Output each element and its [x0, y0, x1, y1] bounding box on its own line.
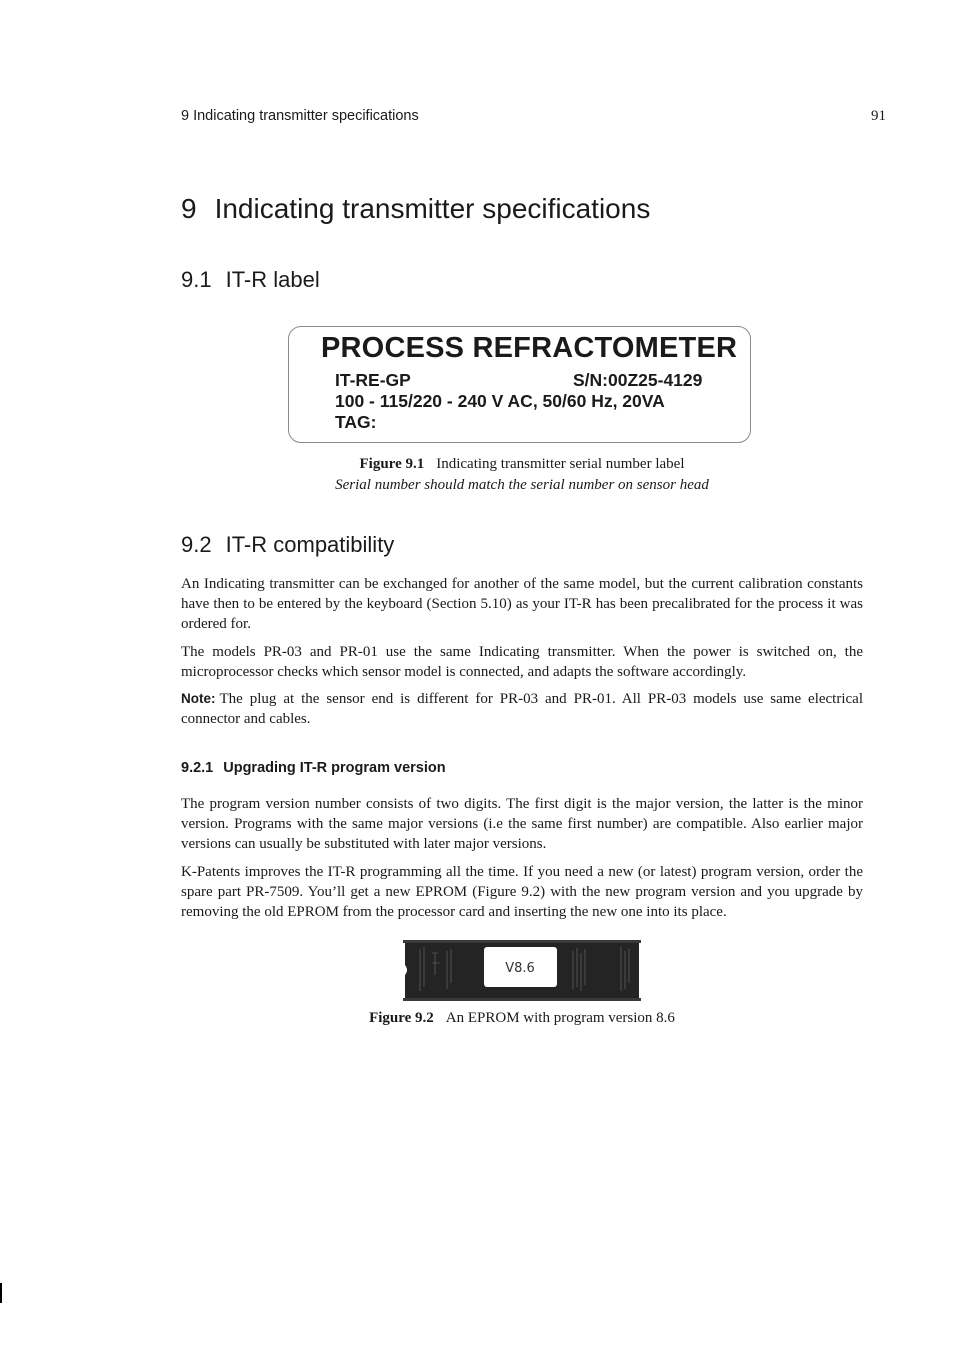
chapter-number: 9 [181, 193, 197, 224]
section-number: 9.1 [181, 267, 212, 292]
figure-label: Figure 9.1 [359, 456, 425, 472]
label-power: 100 - 115/220 - 240 V AC, 50/60 Hz, 20VA [335, 391, 665, 411]
label-serial: S/N:00Z25-4129 [573, 370, 703, 390]
note-text: The plug at the sensor end is different for PR-03 and PR-01. All PR-03 models use same electrical connector and cables. [181, 691, 863, 727]
label-title: PROCESS REFRACTOMETER [321, 332, 738, 364]
figure-label: Figure 9.2 [369, 1010, 434, 1026]
figure-caption-text: An EPROM with program version 8.6 [445, 1010, 675, 1026]
chapter-title: Indicating transmitter specifications [214, 193, 651, 224]
eprom-chip-image [403, 939, 641, 1002]
label-model: IT-RE-GP [335, 370, 411, 390]
it-r-label-figure [288, 326, 751, 443]
figure-caption-text: Indicating transmitter serial number label [436, 456, 685, 472]
eprom-version-sticker: V8.6 [505, 961, 535, 976]
section-heading-9-2 [181, 532, 394, 558]
paragraph: The program version number consists of two digits. The first digit is the major version, the latter is the minor version. Programs with the same major versions (i.e the same first number) are compatible. Also earlier major versions can usually be substituted with later major versions. [181, 796, 863, 852]
label-tag: TAG: [335, 412, 377, 432]
running-header: 9 Indicating transmitter specifications [181, 108, 419, 124]
paragraph: K-Patents improves the IT-R programming all the time. If you need a new (or latest) program version, order the spare part PR-7509. You’ll get a new EPROM (Figure 9.2) with the new program version and you upgrade by removing the old EPROM from the processor card and inserting the new one into its place. [181, 864, 863, 920]
section-number: 9.2 [181, 532, 212, 557]
figure-9-1-caption [181, 456, 863, 473]
section-heading-9-1 [181, 267, 320, 293]
section-title: IT-R label [225, 267, 320, 292]
section-title: IT-R compatibility [225, 532, 395, 557]
subsection-number: 9.2.1 [181, 760, 214, 776]
chapter-heading [181, 193, 650, 225]
subsection-heading-9-2-1 [181, 760, 446, 776]
paragraph: An Indicating transmitter can be exchanged for another of the same model, but the current calibration constants have then to be entered by the keyboard (Section 5.10) as your IT-R has been precalibrated for the process it was ordered for. [181, 576, 863, 632]
note-paragraph [181, 689, 863, 729]
paragraph: The models PR-03 and PR-01 use the same Indicating transmitter. When the power is switched on, the microprocessor checks which sensor model is connected, and adapts the software accordingly. [181, 644, 863, 680]
page-number: 91 [871, 108, 886, 124]
figure-9-2-caption [181, 1010, 863, 1027]
figure-9-1-note: Serial number should match the serial number on sensor head [335, 477, 709, 493]
subsection-title: Upgrading IT-R program version [223, 760, 446, 776]
margin-mark [0, 1283, 2, 1303]
note-key: Note: [181, 691, 216, 706]
